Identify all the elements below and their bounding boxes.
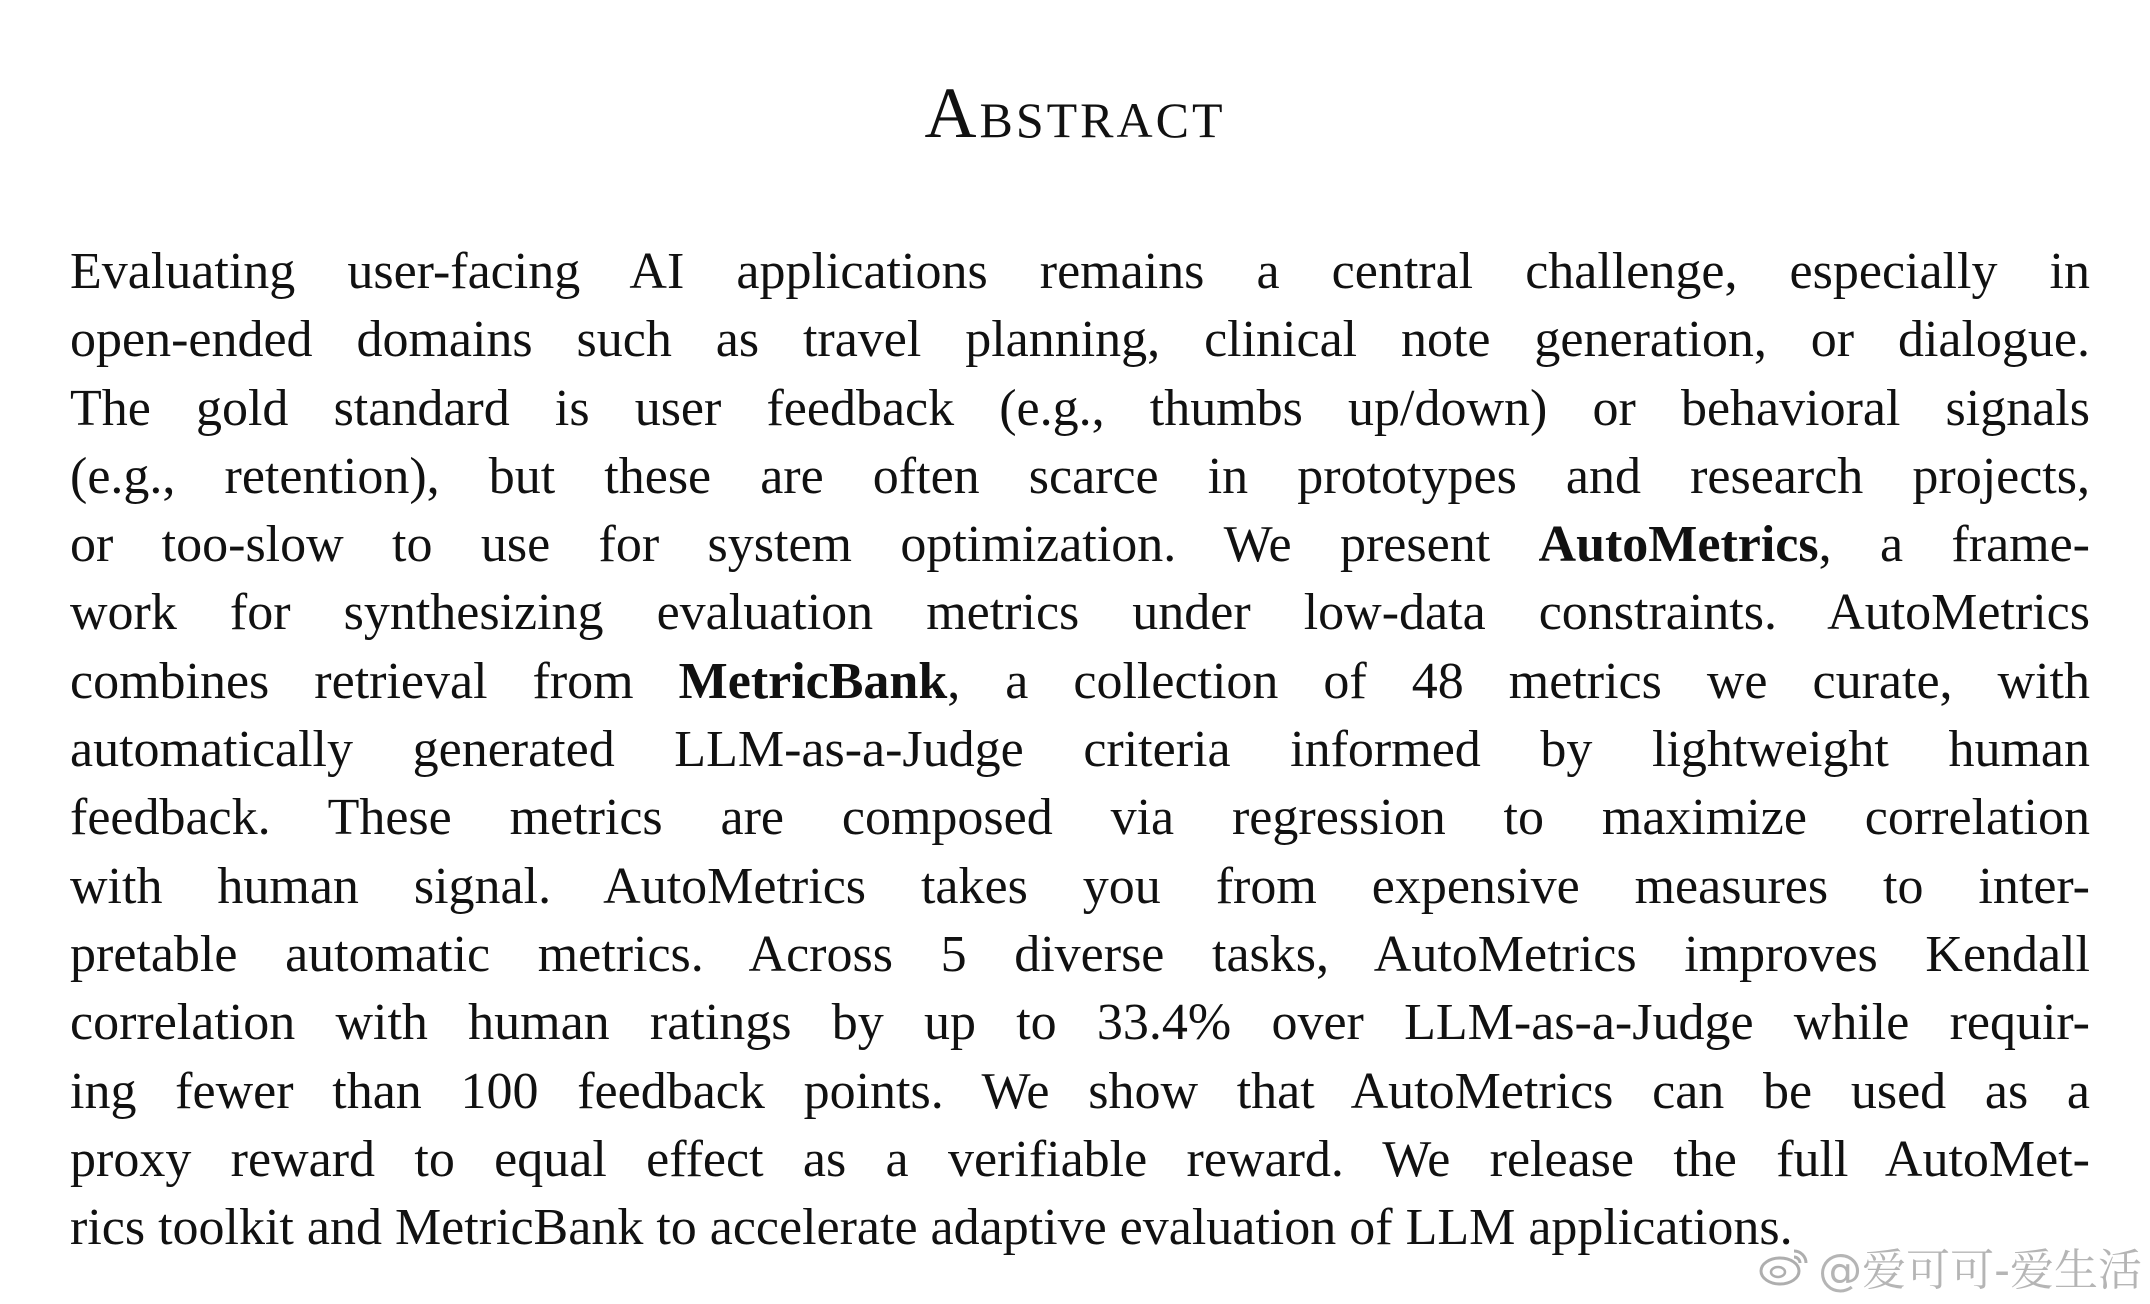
weibo-logo-icon xyxy=(1758,1245,1810,1287)
abstract-line: feedback. These metrics are composed via regression to maximize correlation xyxy=(70,789,2090,847)
automatics-name: AutoMetrics xyxy=(1538,516,1819,574)
abstract-line: automatically generated LLM-as-a-Judge criteria informed by lightweight human xyxy=(70,721,2090,779)
metricbank-name: MetricBank xyxy=(678,652,948,710)
abstract-line: The gold standard is user feedback (e.g., thumbs up/down) or behavioral signals xyxy=(70,379,2090,437)
abstract-line: work for synthesizing evaluation metrics under low-data constraints. AutoMetrics xyxy=(70,584,2090,642)
watermark-text: @爱可可-爱生活 xyxy=(1818,1245,2142,1296)
abstract-line: ing fewer than 100 feedback points. We show that AutoMetrics can be used as a xyxy=(70,1062,2090,1120)
abstract-line: pretable automatic metrics. Across 5 diverse tasks, AutoMetrics improves Kendall xyxy=(70,925,2090,983)
abstract-line: open-ended domains such as travel planning, clinical note generation, or dialogue. xyxy=(70,311,2090,369)
abstract-line: Evaluating user-facing AI applications remains a central challenge, especially in xyxy=(70,243,2090,300)
abstract-heading: Abstract xyxy=(924,73,1226,153)
watermark xyxy=(1758,1234,2142,1298)
abstract-line: rics toolkit and MetricBank to accelerate adaptive evaluation of LLM applications. xyxy=(70,1199,1793,1257)
abstract-line: (e.g., retention), but these are often scarce in prototypes and research projects, xyxy=(70,447,2090,505)
abstract-line: proxy reward to equal effect as a verifiable reward. We release the full AutoMet- xyxy=(70,1130,2090,1188)
abstract-line: correlation with human ratings by up to 33.4% over LLM-as-a-Judge while requir- xyxy=(70,994,2090,1052)
abstract-line: with human signal. AutoMetrics takes you from expensive measures to inter- xyxy=(70,857,2090,915)
abstract-line: or too-slow to use for system optimization. We present AutoMetrics, a frame- xyxy=(70,516,2090,574)
abstract-body xyxy=(70,238,2090,1262)
abstract-line: combines retrieval from MetricBank, a collection of 48 metrics we curate, with xyxy=(70,652,2090,710)
